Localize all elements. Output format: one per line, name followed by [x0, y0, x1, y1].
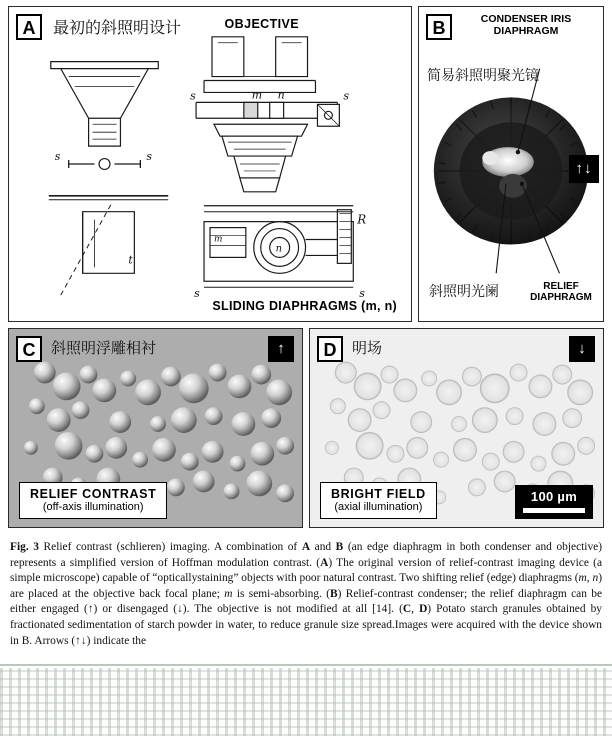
caption-seg-2: (an edge diaphragm in both condenser and objective) represents a simplified version of Hoffman modulation contrast. ( — [10, 541, 602, 569]
panel-c-title: 斜照明浮雕相衬 — [51, 339, 157, 357]
svg-text:m: m — [251, 88, 263, 102]
panel-d-title: 明场 — [352, 339, 383, 357]
panel-b — [418, 6, 604, 322]
scale-bar-label: 100 µm — [530, 489, 578, 504]
svg-text:m: m — [213, 234, 223, 245]
caption-seg-5: is semi-absorbing. ( — [232, 587, 331, 600]
caption-seg-7: , — [411, 603, 420, 616]
svg-text:s: s — [194, 287, 200, 301]
panel-a-line-drawing — [9, 7, 411, 321]
caption-seg-6: ) Relief-contrast condenser; the relief diaphragm can be either engaged (↑) or disengaged (↓). The objective is not modified at all [14]. ( — [10, 587, 602, 616]
caption-seg-comma: , — [586, 572, 593, 585]
caption-bold-b2: B — [330, 587, 338, 600]
figure-3 — [8, 6, 604, 528]
panel-c-caption-line2: (off-axis illumination) — [42, 501, 144, 513]
panel-d-caption-box — [320, 482, 437, 519]
figure-top-row — [8, 6, 604, 322]
panel-a-sliding-label: SLIDING DIAPHRAGMS (m, n) — [212, 299, 397, 313]
svg-text:s: s — [359, 287, 365, 301]
caption-seg-8: ) Potato starch granules obtained by fractionated sedimentation of starch powder in water, to reduce granule size spread.Images were acquired with the device shown in B. Arrows (↑↓) indicate the — [10, 603, 602, 647]
caption-seg-1: Relief contrast (schlieren) imaging. A combination of — [38, 541, 302, 553]
figure-bottom-row — [8, 328, 604, 528]
panel-c-letter: C — [16, 336, 42, 362]
panel-c-arrow-badge: ↑ — [268, 336, 294, 362]
svg-text:n: n — [275, 243, 283, 255]
figure-caption-label: Fig. 3 — [10, 541, 39, 553]
svg-text:s: s — [343, 89, 349, 103]
caption-bold-a2: A — [320, 556, 329, 569]
svg-text:t: t — [128, 253, 133, 267]
panel-b-chinese-bottom-label: 斜照明光阑 — [429, 284, 499, 300]
caption-ital-m: m — [578, 572, 587, 585]
panel-c-caption-box — [19, 482, 167, 519]
scale-bar-line — [523, 508, 585, 513]
svg-text:s: s — [190, 89, 196, 103]
caption-ital-m2: m — [224, 587, 233, 600]
panel-b-title: CONDENSER IRIS DIAPHRAGM — [480, 13, 572, 37]
caption-seg-3: ) The original version of relief-contrast imaging device (a simple microscope) capable of “opticallystaining” objects with poor natural contrast. Two shifting relief (edge) diaphragms ( — [10, 556, 602, 585]
panel-c-caption-line1: RELIEF CONTRAST — [30, 487, 157, 501]
svg-text:n: n — [277, 88, 285, 102]
panel-a-letter: A — [16, 14, 42, 40]
caption-seg-and: and — [310, 541, 336, 553]
caption-bold-d: D — [419, 603, 428, 616]
svg-text:s: s — [146, 150, 152, 164]
caption-ital-n: n — [592, 572, 599, 585]
panel-d-caption-line1: BRIGHT FIELD — [331, 487, 426, 501]
caption-bold-a: A — [301, 541, 311, 553]
caption-bold-c: C — [402, 603, 412, 616]
caption-bold-b: B — [335, 541, 344, 553]
caption-seg-4: ) are placed at the objective back focal plane; — [10, 572, 602, 600]
panel-d-letter: D — [317, 336, 343, 362]
page-watermark-strip — [0, 668, 612, 736]
panel-a-objective-label: OBJECTIVE — [224, 17, 299, 31]
svg-text:s: s — [54, 150, 61, 164]
scale-bar — [515, 485, 593, 519]
panel-d — [309, 328, 604, 528]
panel-a — [8, 6, 412, 322]
panel-b-toggle-arrow-badge: ↑↓ — [569, 155, 599, 183]
panel-a-title: 最初的斜照明设计 — [53, 18, 182, 37]
panel-b-relief-diaphragm-label: RELIEF DIAPHRAGM — [530, 281, 592, 303]
panel-b-chinese-label: 简易斜照明聚光镜 — [427, 68, 539, 84]
panel-d-arrow-badge: ↓ — [569, 336, 595, 362]
page-divider — [0, 664, 612, 666]
panel-c — [8, 328, 303, 528]
panel-b-letter: B — [426, 14, 452, 40]
panel-d-caption-line2: (axial illumination) — [334, 501, 423, 513]
svg-text:R: R — [357, 212, 367, 227]
figure-caption — [10, 540, 602, 649]
